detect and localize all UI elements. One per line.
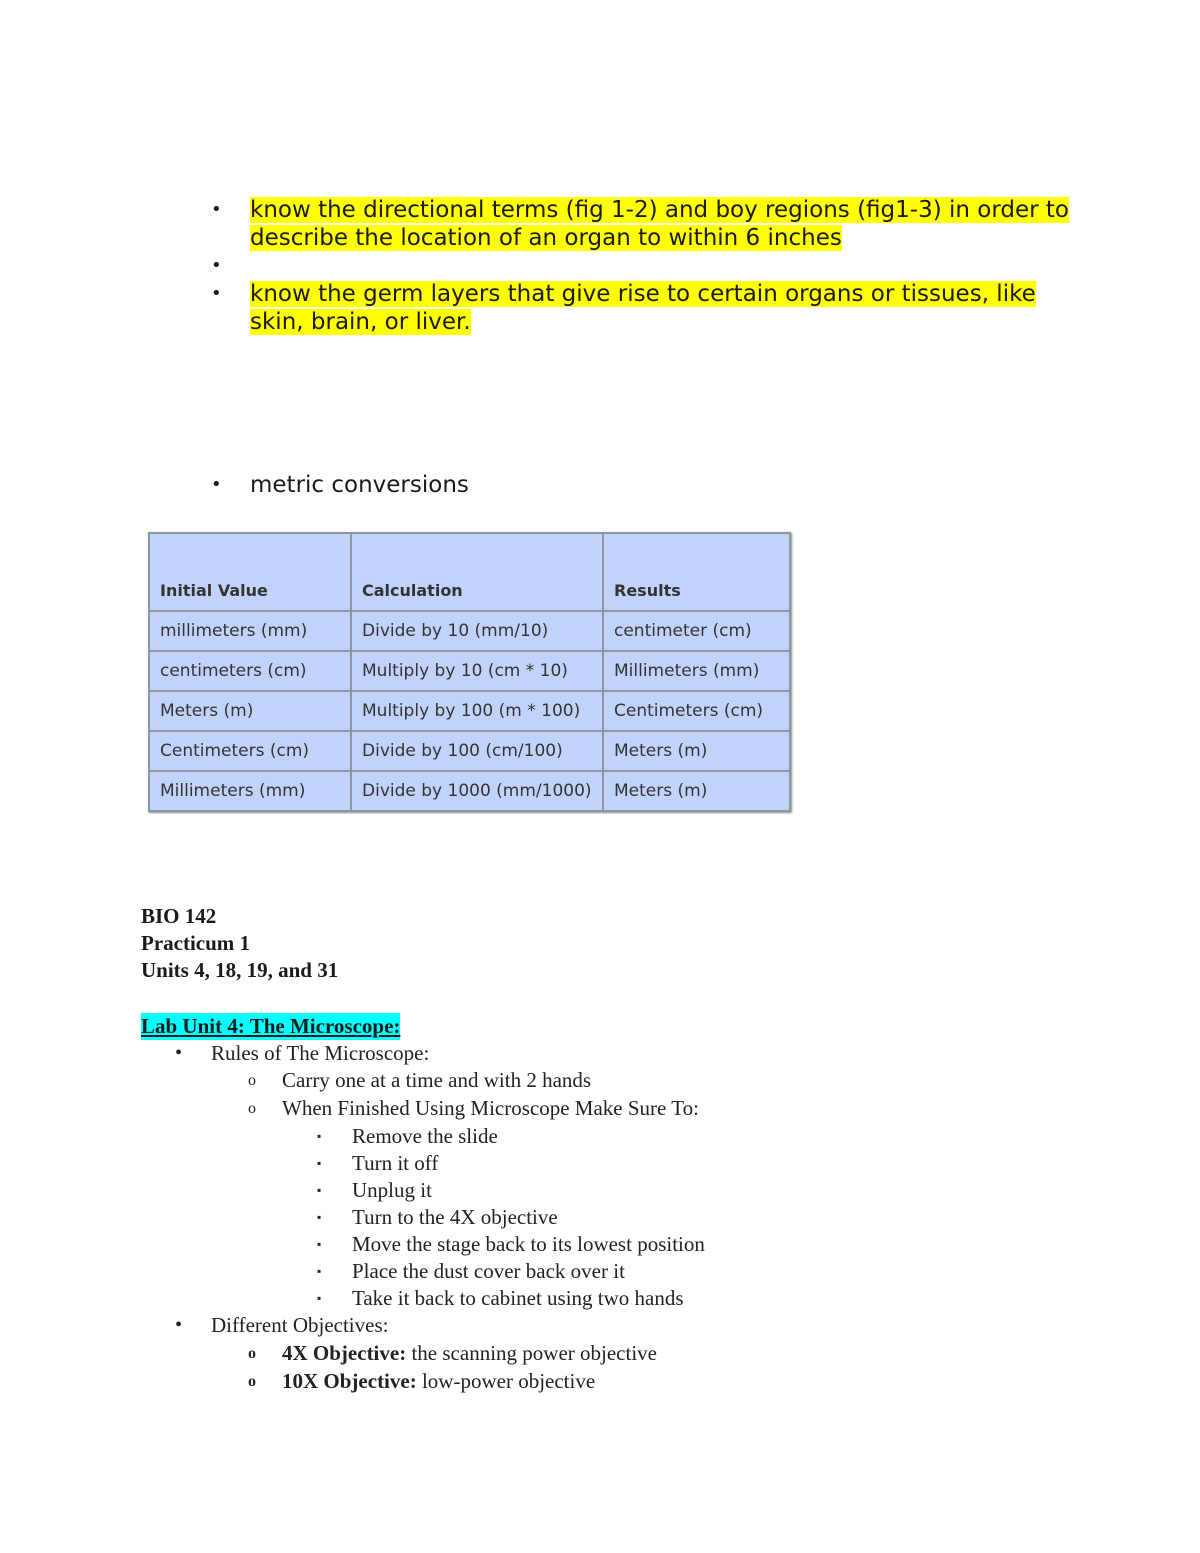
list-item: Turn to the 4X objective (352, 1205, 558, 1229)
objective-name: 4X Objective: (282, 1341, 407, 1365)
bullet-text: know the germ layers that give rise to certain organs or tissues, like skin, brain, or liver. (250, 281, 1036, 335)
table-cell: Meters (m) (603, 771, 790, 811)
list-marker: ▪ (317, 1237, 322, 1251)
course-code: BIO 142 (141, 904, 217, 928)
table-row (149, 651, 790, 691)
list-marker: ▪ (317, 1183, 322, 1197)
list-marker: ▪ (317, 1156, 322, 1170)
list-marker: ▪ (317, 1129, 322, 1143)
list-marker: ▪ (317, 1291, 322, 1305)
list-marker: o (248, 1345, 256, 1362)
list-marker: o (248, 1373, 256, 1390)
table-header: Calculation (351, 533, 603, 611)
table-cell: Divide by 1000 (mm/1000) (351, 771, 603, 811)
list-item (282, 1368, 595, 1395)
table-cell: Divide by 100 (cm/100) (351, 731, 603, 771)
table-cell: centimeter (cm) (603, 611, 790, 651)
table-cell: Meters (m) (603, 731, 790, 771)
practicum-title: Practicum 1 (141, 931, 251, 955)
objective-desc: low-power objective (416, 1369, 596, 1393)
table-row (149, 691, 790, 731)
list-item: Unplug it (352, 1178, 432, 1202)
list-marker: o (248, 1100, 256, 1117)
table-cell: Divide by 10 (mm/10) (351, 611, 603, 651)
list-item: Place the dust cover back over it (352, 1259, 625, 1283)
objectives-label: Different Objectives: (211, 1313, 389, 1337)
table-header: Results (603, 533, 790, 611)
bullet-marker: • (211, 283, 222, 304)
list-item: When Finished Using Microscope Make Sure To: (282, 1096, 699, 1120)
lab-unit-title: Lab Unit 4: The Microscope: (141, 1014, 401, 1038)
table-cell: Multiply by 10 (cm * 10) (351, 651, 603, 691)
list-item: Remove the slide (352, 1124, 498, 1148)
bullet-marker: • (211, 199, 222, 220)
objective-name: 10X Objective: (282, 1369, 417, 1393)
table-row (149, 771, 790, 811)
table-cell: Meters (m) (149, 691, 351, 731)
objective-desc: the scanning power objective (406, 1341, 657, 1365)
table-cell: millimeters (mm) (149, 611, 351, 651)
rules-label: Rules of The Microscope: (211, 1041, 430, 1065)
units-line: Units 4, 18, 19, and 31 (141, 958, 339, 982)
bullet-text: know the directional terms (fig 1-2) and boy regions (fig1-3) in order to describe the location of an organ to within 6 inches (250, 197, 1070, 251)
list-item: Carry one at a time and with 2 hands (282, 1068, 592, 1092)
table-header: Initial Value (149, 533, 351, 611)
bullet-marker: • (211, 255, 222, 276)
table-row (149, 731, 790, 771)
list-item (282, 1340, 657, 1367)
bullet-marker: • (211, 474, 222, 495)
table-row (149, 611, 790, 651)
list-marker: • (175, 1314, 183, 1336)
list-item: Take it back to cabinet using two hands (352, 1286, 684, 1310)
table-header-row (149, 533, 790, 611)
table-cell: Millimeters (mm) (149, 771, 351, 811)
table-cell: Centimeters (cm) (149, 731, 351, 771)
table-cell: centimeters (cm) (149, 651, 351, 691)
list-marker: ▪ (317, 1264, 322, 1278)
list-marker: • (175, 1042, 183, 1064)
list-marker: ▪ (317, 1210, 322, 1224)
bullet-text: metric conversions (250, 472, 469, 498)
table-cell: Millimeters (mm) (603, 651, 790, 691)
metric-conversion-table (148, 532, 791, 812)
list-item: Move the stage back to its lowest position (352, 1232, 705, 1256)
table-cell: Centimeters (cm) (603, 691, 790, 731)
list-item: Turn it off (352, 1151, 439, 1175)
table-cell: Multiply by 100 (m * 100) (351, 691, 603, 731)
list-marker: o (248, 1072, 256, 1089)
